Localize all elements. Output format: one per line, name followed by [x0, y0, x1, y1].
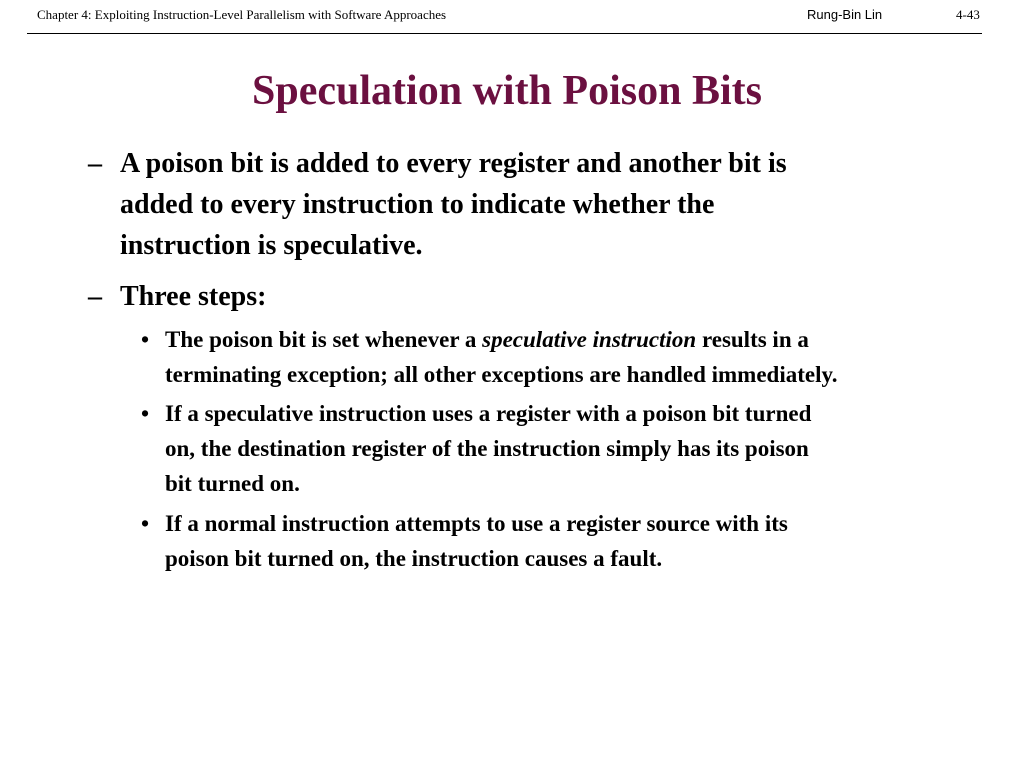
slide-title: Speculation with Poison Bits	[252, 68, 762, 114]
chapter-title: Chapter 4: Exploiting Instruction-Level Parallelism with Software Approaches	[37, 7, 447, 22]
text-segment: The poison bit is set whenever a	[165, 327, 483, 352]
sub-bullet-line: on, the destination register of the instruction simply has its poison	[165, 436, 809, 461]
bullet-marker: •	[141, 401, 150, 426]
sub-bullet-line	[165, 322, 1015, 357]
sub-bullet-line: If a speculative instruction uses a register with a poison bit turned	[165, 401, 812, 426]
sub-bullet-set-poison	[141, 322, 1015, 392]
bullet-line: Three steps:	[120, 281, 267, 312]
bullet-poison-bit	[88, 143, 1000, 266]
dash-marker: –	[88, 281, 102, 312]
bullet-line: instruction is speculative.	[120, 230, 423, 261]
bullet-line: A poison bit is added to every register and another bit is	[120, 148, 787, 179]
slide-header	[0, 0, 1024, 34]
bullet-marker: •	[141, 327, 150, 352]
emphasized-term: speculative instruction	[482, 327, 697, 352]
bullet-marker: •	[141, 511, 150, 536]
sub-bullet-fault	[141, 506, 1015, 576]
sub-bullet-line: bit turned on.	[165, 471, 300, 496]
bullet-three-steps	[88, 276, 1000, 317]
sub-bullet-line: If a normal instruction attempts to use a register source with its	[165, 511, 788, 536]
bullet-line: added to every instruction to indicate whether the	[120, 189, 715, 220]
sub-bullet-line: poison bit turned on, the instruction causes a fault.	[165, 546, 663, 571]
sub-bullet-line: terminating exception; all other exceptions are handled immediately.	[165, 362, 838, 387]
sub-bullet-propagate-poison	[141, 396, 1015, 501]
dash-marker: –	[88, 148, 102, 179]
page-number: 4-43	[956, 7, 980, 22]
text-segment: results in a	[696, 327, 809, 352]
header-divider	[27, 33, 982, 34]
author-name: Rung-Bin Lin	[807, 7, 883, 22]
